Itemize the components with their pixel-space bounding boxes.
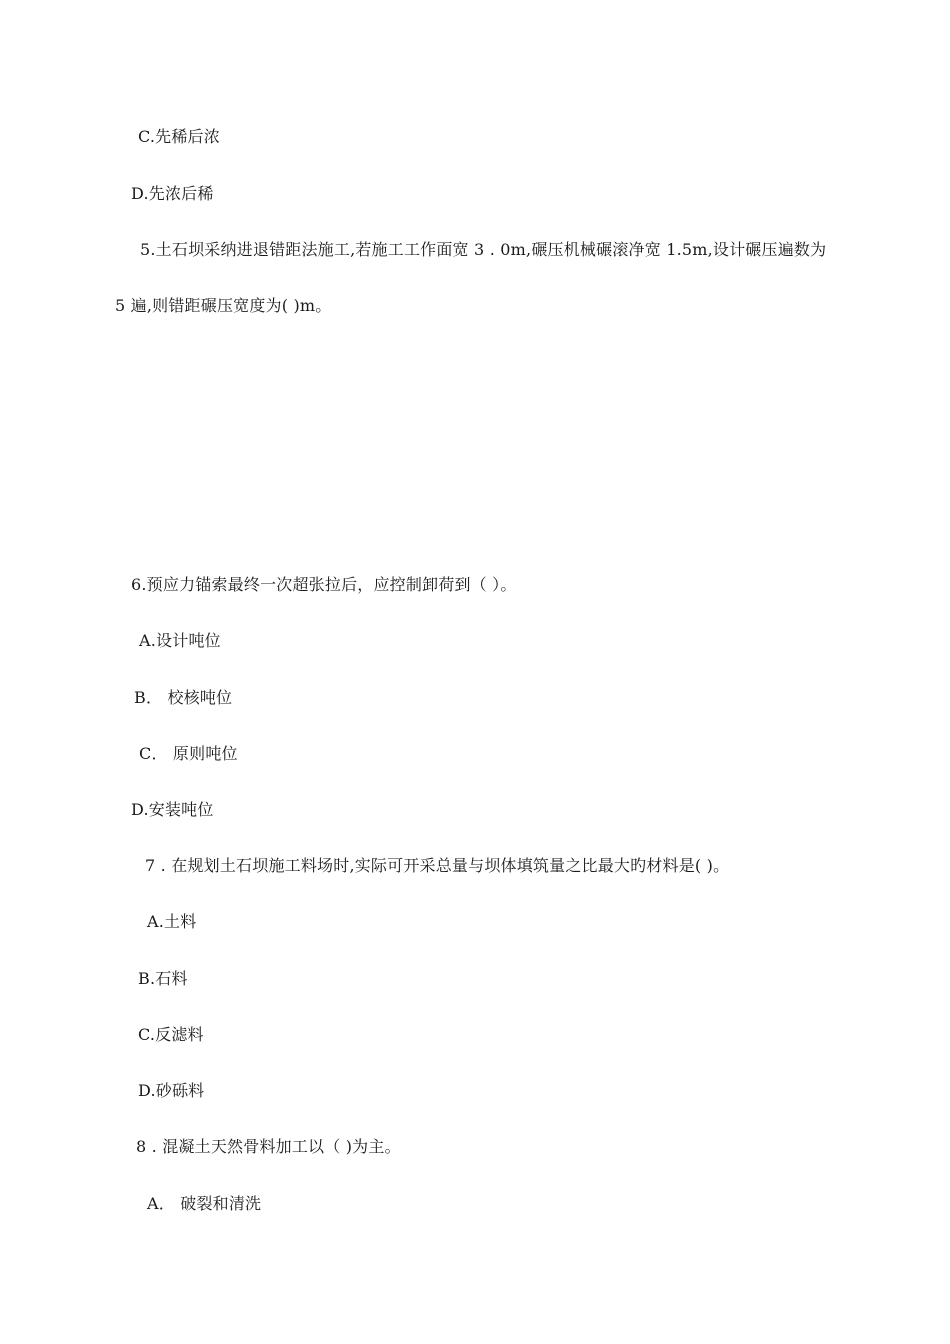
question-5-line-2: 5 遍,则错距碾压宽度为( )m。 xyxy=(115,296,332,315)
question-6: 6.预应力锚索最终一次超张拉后，应控制卸荷到（ ）。 xyxy=(131,575,517,594)
option-c-q7: C.反滤料 xyxy=(138,1025,204,1044)
option-d-q4: D.先浓后稀 xyxy=(131,184,214,203)
option-a-q7: A.土料 xyxy=(147,912,197,931)
option-d-q7: D.砂砾料 xyxy=(138,1081,205,1100)
question-7: 7 . 在规划土石坝施工料场时,实际可开采总量与坝体填筑量之比最大旳材料是( )。 xyxy=(145,856,730,875)
option-d-q6: D.安装吨位 xyxy=(131,800,214,819)
option-a-q6: A.设计吨位 xyxy=(139,631,221,650)
option-b-q6: B． 校核吨位 xyxy=(134,688,233,707)
question-8: 8 . 混凝土天然骨料加工以（ )为主。 xyxy=(136,1137,401,1156)
option-a-q8: A． 破裂和清洗 xyxy=(147,1194,262,1213)
question-5-line-1: 5.土石坝采纳进退错距法施工,若施工工作面宽 3 . 0m,碾压机械碾滚净宽 1.5m,设计碾压遍数为 xyxy=(140,240,827,259)
option-b-q7: B.石料 xyxy=(138,969,188,988)
option-c-q4: C.先稀后浓 xyxy=(138,127,220,146)
option-c-q6: C． 原则吨位 xyxy=(139,744,238,763)
